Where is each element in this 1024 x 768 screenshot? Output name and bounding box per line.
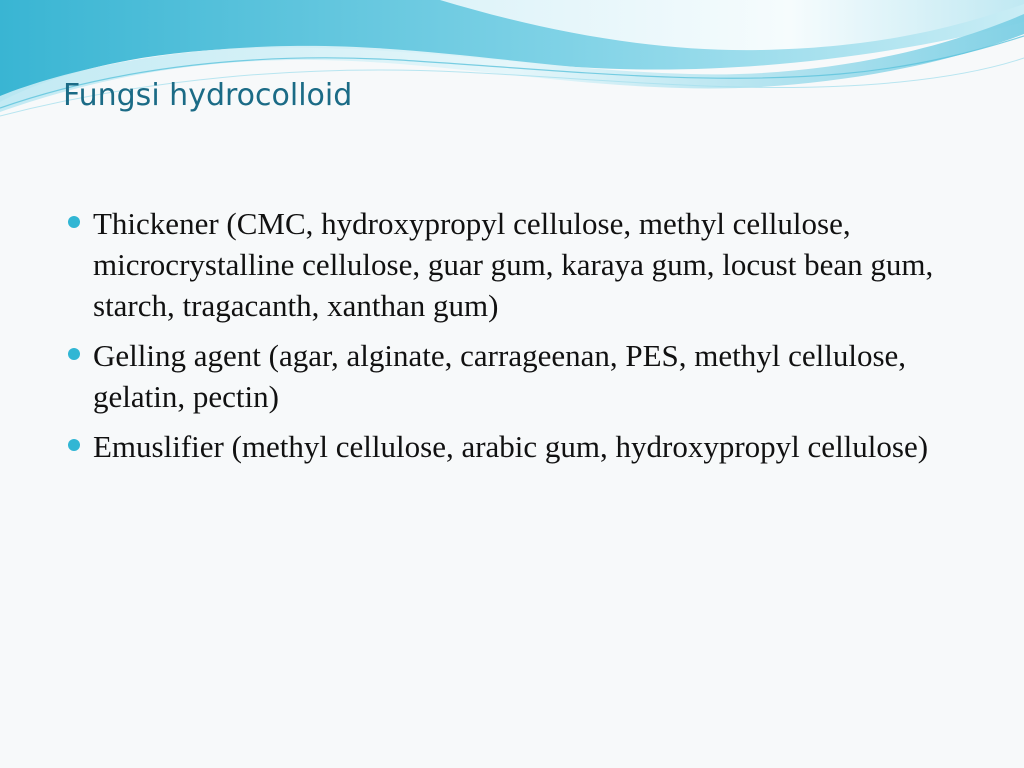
slide-title: Fungsi hydrocolloid (63, 78, 353, 113)
bullet-dot-icon (68, 216, 80, 228)
bullet-item-gelling-agent (64, 335, 984, 417)
bullet-item-thickener (64, 203, 984, 326)
bullet-text: Gelling agent (agar, alginate, carrageenan, PES, methyl cellulose, gelatin, pectin) (93, 338, 907, 414)
bullet-dot-icon (68, 348, 80, 360)
bullet-dot-icon (68, 439, 80, 451)
bullet-item-emulsifier (64, 426, 984, 467)
bullet-list (64, 203, 984, 476)
bullet-text: Emuslifier (methyl cellulose, arabic gum, hydroxypropyl cellulose) (93, 429, 929, 464)
bullet-text: Thickener (CMC, hydroxypropyl cellulose, methyl cellulose, microcrystalline cellulose, guar gum, karaya gum, locust bean gum, starch, tragacanth, xanthan gum) (93, 206, 934, 323)
